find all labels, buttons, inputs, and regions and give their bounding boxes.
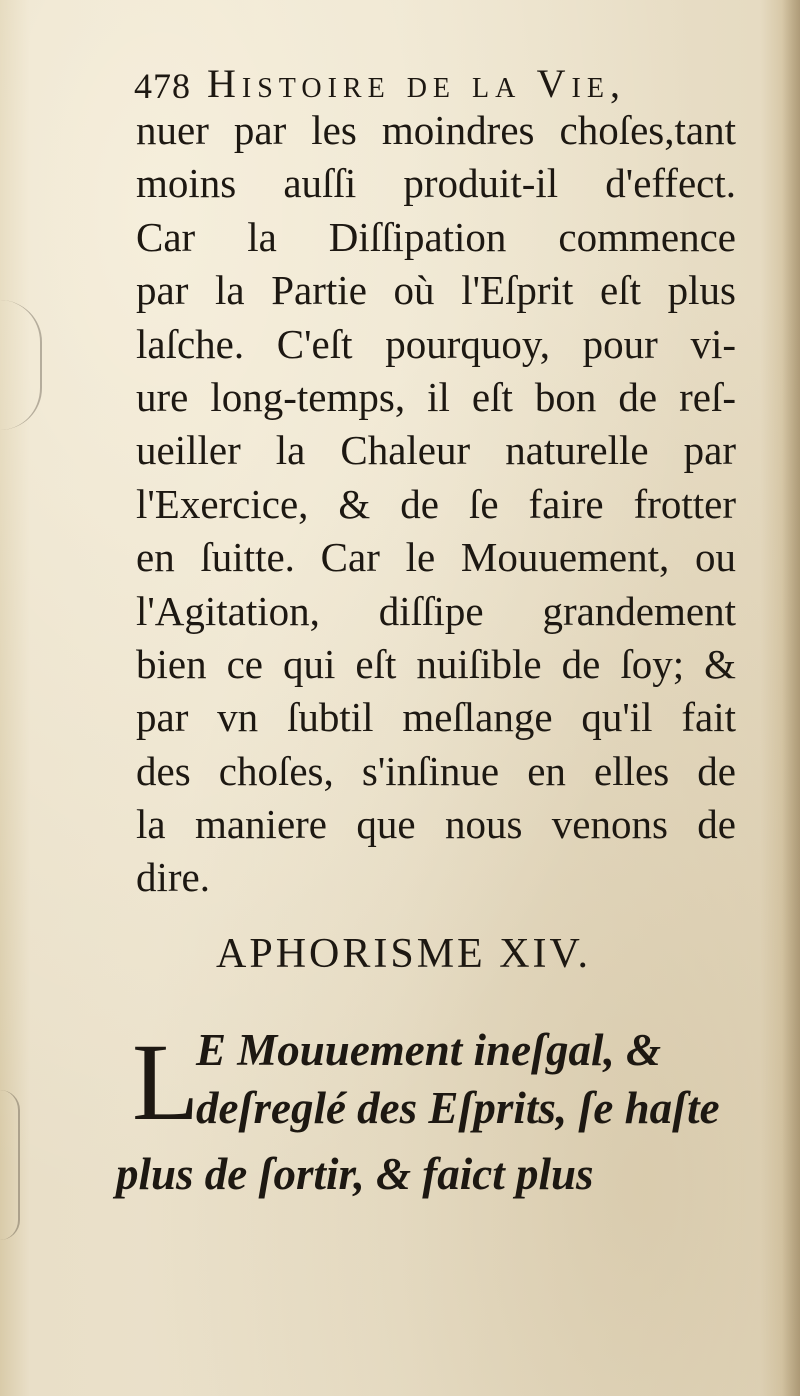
aphorism-line: plus de ſortir, & faict plus xyxy=(116,1149,594,1199)
page-number: 478 xyxy=(134,66,191,106)
text-line: l'Agitation, diſſipe grandement xyxy=(136,587,736,634)
text-line: des choſes, s'inſinue en elles de xyxy=(136,747,736,794)
text-line: par la Partie où l'Eſprit eſt plus xyxy=(136,267,736,314)
section-heading: APHORISME XIV. xyxy=(216,931,591,977)
margin-pencil-mark xyxy=(0,1090,20,1240)
text-line: ueiller la Chaleur naturelle par xyxy=(136,427,736,474)
aphorism-line: E Mouuement ineſgal, & xyxy=(196,1025,662,1075)
text-line: laſche. C'eſt pourquoy, pour vi- xyxy=(136,320,736,367)
aphorism-line: deſreglé des Eſprits, ſe haſte xyxy=(196,1083,720,1133)
text-line: l'Exercice, & de ſe faire frotter xyxy=(136,480,736,527)
drop-cap: L xyxy=(132,1021,200,1143)
text-line: nuer par les moindres choſes,tant xyxy=(136,107,736,153)
body-text xyxy=(136,104,736,905)
text-line: moins auſſi produit-il d'effect. xyxy=(136,160,736,207)
text-line: dire. xyxy=(136,854,210,901)
text-line: Car la Diſſipation commence xyxy=(136,213,736,260)
running-head xyxy=(134,40,734,104)
margin-pencil-mark xyxy=(0,300,42,430)
text-line: en ſuitte. Car le Mouuement, ou xyxy=(136,534,736,581)
text-line: ure long-temps, il eſt bon de reſ- xyxy=(136,373,736,420)
text-line: par vn ſubtil meſlange qu'il fait xyxy=(136,694,736,741)
text-line: la maniere que nous venons de xyxy=(136,801,736,848)
running-head-title: Histoire de la Vie, xyxy=(207,61,626,106)
aphorism-text xyxy=(116,1020,736,1240)
text-line: bien ce qui eſt nuiſible de ſoy; & xyxy=(136,640,736,687)
